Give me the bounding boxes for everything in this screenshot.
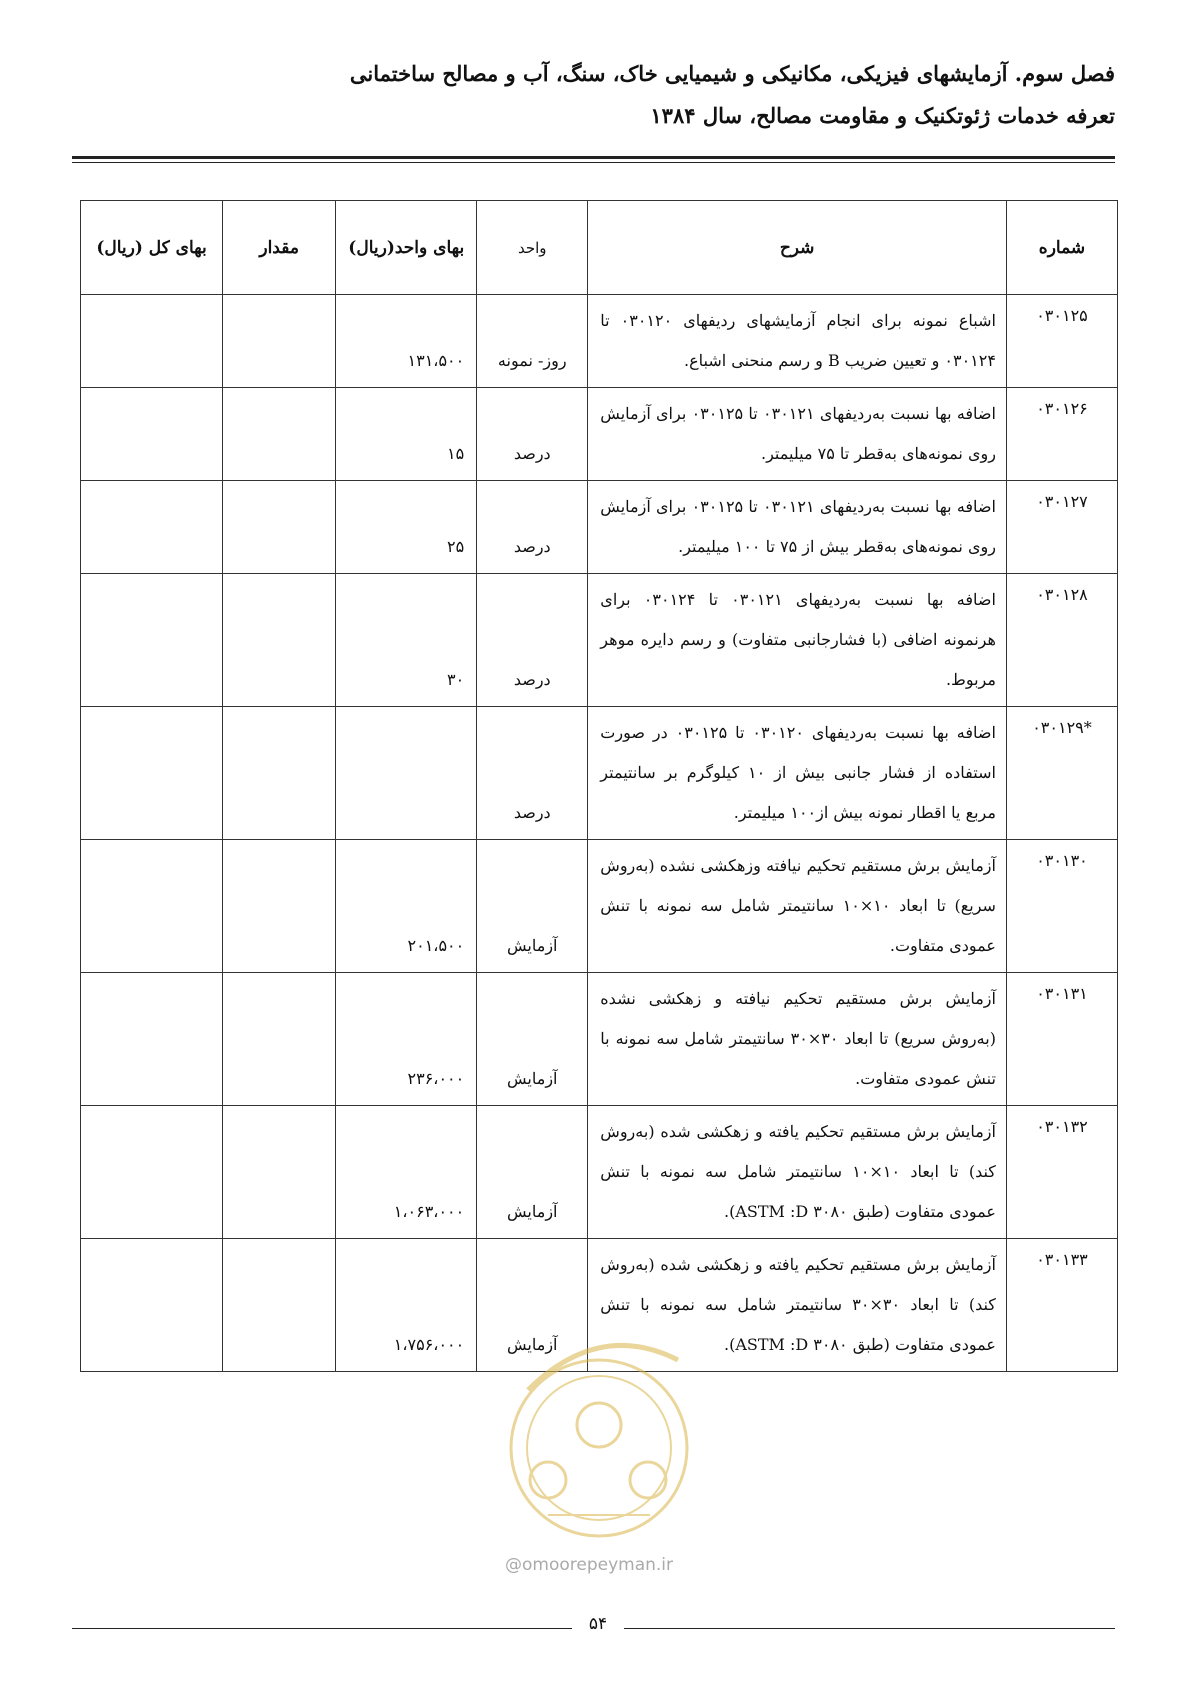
row-unit: روز- نمونه — [477, 295, 588, 388]
row-total — [81, 840, 223, 973]
page-number: ۵۴ — [588, 1614, 608, 1634]
row-unit: آزمایش — [477, 973, 588, 1106]
row-unit-price: ۱،۷۵۶،۰۰۰ — [336, 1239, 477, 1372]
chapter-title: فصل سوم. آزمایشهای فیزیکی، مکانیکی و شیمیایی خاک، سنگ، آب و مصالح ساختمانی — [349, 61, 1115, 86]
table-row — [81, 1106, 1118, 1239]
col-header-total: بهای کل (ریال) — [81, 201, 223, 295]
row-description: آزمایش برش مستقیم تحکیم یافته و زهکشی شده (به‌روش کند) تا ابعاد ۱۰×۱۰ سانتیمتر شامل سه نمونه با تنش عمودی متفاوت (طبق ASTM :D ۳۰۸۰). — [588, 1106, 1007, 1239]
row-quantity — [223, 840, 336, 973]
row-code: ۰۳۰۱۳۲ — [1006, 1106, 1117, 1239]
row-description: اضافه بها نسبت به‌ردیفهای ۰۳۰۱۲۱ تا ۰۳۰۱۲۵ برای آزمایش روی نمونه‌های به‌قطر تا ۷۵ میلیمتر. — [588, 388, 1007, 481]
footer-rule-right — [624, 1628, 1115, 1629]
col-header-unit: واحد — [477, 201, 588, 295]
table-row — [81, 973, 1118, 1106]
row-description: آزمایش برش مستقیم تحکیم نیافته وزهکشی نشده (به‌روش سریع) تا ابعاد ۱۰×۱۰ سانتیمتر شامل سه نمونه با تنش عمودی متفاوت. — [588, 840, 1007, 973]
row-description: اضافه بها نسبت به‌ردیفهای ۰۳۰۱۲۱ تا ۰۳۰۱۲۴ برای هرنمونه اضافی (با فشارجانبی متفاوت) و رسم دایره موهر مربوط. — [588, 574, 1007, 707]
col-header-code: شماره — [1006, 201, 1117, 295]
row-unit-price: ۲۵ — [336, 481, 477, 574]
row-quantity — [223, 295, 336, 388]
row-total — [81, 574, 223, 707]
row-unit: آزمایش — [477, 1106, 588, 1239]
header-rule-thin — [72, 162, 1115, 163]
row-quantity — [223, 388, 336, 481]
row-code: ۰۳۰۱۳۳ — [1006, 1239, 1117, 1372]
row-description: اضافه بها نسبت به‌ردیفهای ۰۳۰۱۲۱ تا ۰۳۰۱۲۵ برای آزمایش روی نمونه‌های به‌قطر بیش از ۷۵ تا ۱۰۰ میلیمتر. — [588, 481, 1007, 574]
col-header-desc: شرح — [588, 201, 1007, 295]
table-header-row — [81, 201, 1118, 295]
row-total — [81, 481, 223, 574]
row-unit: درصد — [477, 388, 588, 481]
row-code: ۰۳۰۱۳۱ — [1006, 973, 1117, 1106]
row-description: اشباع نمونه برای انجام آزمایشهای ردیفهای ۰۳۰۱۲۰ تا ۰۳۰۱۲۴ و تعیین ضریب B و رسم منحنی اشباع. — [588, 295, 1007, 388]
document-title: تعرفه خدمات ژئوتکنیک و مقاومت مصالح، سال ۱۳۸۴ — [650, 103, 1115, 128]
row-unit: درصد — [477, 574, 588, 707]
watermark-logo — [488, 1330, 710, 1550]
row-quantity — [223, 574, 336, 707]
table-row — [81, 840, 1118, 973]
row-code: ۰۳۰۱۳۰ — [1006, 840, 1117, 973]
row-description: اضافه بها نسبت به‌ردیفهای ۰۳۰۱۲۰ تا ۰۳۰۱۲۵ در صورت استفاده از فشار جانبی بیش از ۱۰ کیلوگرم بر سانتیمتر مربع یا اقطار نمونه بیش از۱۰۰ میلیمتر. — [588, 707, 1007, 840]
row-unit: آزمایش — [477, 840, 588, 973]
row-unit-price: ۳۰ — [336, 574, 477, 707]
table-row — [81, 481, 1118, 574]
row-code: ۰۳۰۱۲۸ — [1006, 574, 1117, 707]
row-quantity — [223, 707, 336, 840]
table-row — [81, 295, 1118, 388]
row-quantity — [223, 481, 336, 574]
row-code: *۰۳۰۱۲۹ — [1006, 707, 1117, 840]
row-unit-price: ۱۵ — [336, 388, 477, 481]
row-unit-price: ۲۰۱،۵۰۰ — [336, 840, 477, 973]
row-total — [81, 295, 223, 388]
row-total — [81, 1239, 223, 1372]
table-row — [81, 574, 1118, 707]
footer-rule-left — [72, 1628, 572, 1629]
price-table — [80, 200, 1118, 1372]
row-description: آزمایش برش مستقیم تحکیم یافته و زهکشی شده (به‌روش کند) تا ابعاد ۳۰×۳۰ سانتیمتر شامل سه نمونه با تنش عمودی متفاوت (طبق ASTM :D ۳۰۸۰). — [588, 1239, 1007, 1372]
table-row — [81, 707, 1118, 840]
row-quantity — [223, 1239, 336, 1372]
table-row — [81, 388, 1118, 481]
row-total — [81, 973, 223, 1106]
row-code: ۰۳۰۱۲۶ — [1006, 388, 1117, 481]
row-code: ۰۳۰۱۲۵ — [1006, 295, 1117, 388]
row-total — [81, 388, 223, 481]
row-total — [81, 707, 223, 840]
row-total — [81, 1106, 223, 1239]
row-unit-price: ۲۳۶،۰۰۰ — [336, 973, 477, 1106]
row-unit-price: ۱،۰۶۳،۰۰۰ — [336, 1106, 477, 1239]
row-quantity — [223, 1106, 336, 1239]
col-header-unit-price: بهای واحد(ریال) — [336, 201, 477, 295]
col-header-quantity: مقدار — [223, 201, 336, 295]
row-code: ۰۳۰۱۲۷ — [1006, 481, 1117, 574]
watermark-site: @omoorepeyman.ir — [505, 1555, 674, 1575]
row-quantity — [223, 973, 336, 1106]
page-header — [75, 58, 1115, 132]
header-rule-thick — [72, 156, 1115, 159]
row-unit: آزمایش — [477, 1239, 588, 1372]
row-unit: درصد — [477, 481, 588, 574]
row-description: آزمایش برش مستقیم تحکیم نیافته و زهکشی نشده (به‌روش سریع) تا ابعاد ۳۰×۳۰ سانتیمتر شامل سه نمونه با تنش عمودی متفاوت. — [588, 973, 1007, 1106]
row-unit: درصد — [477, 707, 588, 840]
row-unit-price: ۱۳۱،۵۰۰ — [336, 295, 477, 388]
row-unit-price — [336, 707, 477, 840]
